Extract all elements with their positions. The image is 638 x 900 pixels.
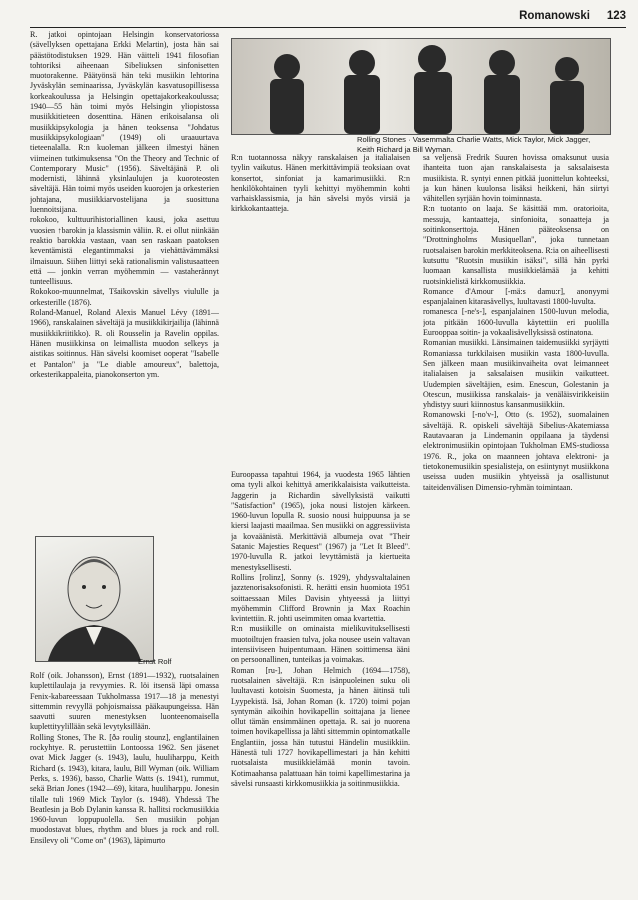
column-1-bottom bbox=[30, 671, 219, 896]
entry-romanian-musiikki: Romanian musiikki. Länsimainen taidemusiikki syrjäytti Romaniassa turkkilaisen musiikin vasta 1800-luvulla. Sen jälkeen maan musiikinvaiheita ovat leimanneet italialaisen ja saksalaisen musiikin vaikutteet. Uudempien säveltäjien, esim. Enescun, Golestanin ja Otescun, musiikissa ranskalais- ja venäläisvirikkeisiin yhdistyy suuri kiinnostus kansanmusiikkiin. bbox=[423, 338, 609, 410]
column-1-top bbox=[30, 30, 219, 535]
entry-rokokoo: rokokoo, kulttuurihistoriallinen kausi, joka asettuu vuosien ↑barokin ja klassismin väliin. R. ei ollut niinkään reaktio barokkia vastaan, vaan sen raskaan paatoksen keventämistä elegantimmaksi ja viehättävämmäksi ilmaisuun. Siihen liittyi sekä rationalismin valistusaatteen että — jonkin verran myöhemmin — vastaherännyt tunteellisuus. bbox=[30, 215, 219, 287]
entry-roman-cont: sa veljensä Fredrik Suuren hovissa omaksunut uusia ihanteita tuon ajan ranskalaisesta ja saksalaisesta musiikista. R. syntyi ennen pitkää juonittelun kohteeksi, ja kun hänen kuulonsa lisäksi heikkeni, hän siirtyi vähitellen syrjään hovin toiminnasta. bbox=[423, 153, 609, 204]
page-number: 123 bbox=[606, 10, 626, 22]
column-2 bbox=[231, 470, 410, 896]
entry-rollins-cont: R:n musiikille on ominaista mielikuvituksellisesti muotoiltujen fraasien tulva, joka nousee usein valtavan intensiiviseen huipentumaan. Hänen soittimensa ääni on persoonallinen, tunteikas ja voimakas. bbox=[231, 624, 410, 665]
portrait-illustration bbox=[36, 537, 153, 661]
page-header bbox=[30, 6, 626, 28]
entry-roman-works: R:n tuotanto on laaja. Se käsittää mm. oratorioita, messuja, kantaatteja, sinfonioita, sonaatteja ja soitinkonserttoja. Hänen pääteoksensa on "Drottningholms Musiquellan", joka tunnetaan ruotsalaisen barokin merkkiteoksena. R:ia on aiheellisesti kutsuttu "Ruotsin musiikin isäksi", sillä hän pyrki luomaan kansallista musiikkielämää ja kehitti ruotsinkielistä kirkkomusiikkia. bbox=[423, 204, 609, 286]
entry-text: R. jatkoi opintojaan Helsingin konservatoriossa (sävellyksen opettajana Erkki Melartin), josta hän sai päästötodistuksen 1929. Hän väitteli 1941 filosofian tohtoriksi aiheenaan Sibeliuksen sinfonisetten muotorakenne. Päätyönsä hän teki musiikin lehtorina Jyväskylän seminaarissa, Jyväskylän kasvatusopillisessa korkeakoulussa ja Helsingin opettajakorkeakoulussa; 1940—55 hän toimi myös Helsingin yliopistossa musiikkitieteen dosenttina. Hänen erikoisalansa oli musiikkipsykologia ja hänen teoksensa "Johdatus musiikkipsykologiaan" (1949) oli uraauurtava tieteenalalla. R:n kuoleman jälkeen ilmestyi hänen viimeinen tutkimuksensa "On the Theory and Technic of Contemporary Music" (1956). Säveltäjänä P. oli modernisti, lähinnä yksinlaulujen ja kuoroteosten säveltäjä. Hän toimi myös useiden kuorojen ja orkesterien johtajana, musiikkiarvostelijana ja suosittuna luennoitsijana. bbox=[30, 30, 219, 215]
running-head: Romanowski bbox=[519, 10, 590, 22]
entry-rolling-stones-cont: Euroopassa tapahtui 1964, ja vuodesta 1965 lähtien oma tyyli alkoi kehittyä amerikkalaisista vaikutteista. Jaggerin ja Richardin sävellyksistä vaikutti "Satisfaction" (1965), joka nousi listojen kärkeen. 1960-luvun lopulla R. suosio nousi huippuunsa ja se kiersi laajasti maailmaa. Sen musiikki on aggressiivista ja kovaäänistä. Merkittäviä albumeja ovat "Their Satanic Majesties Request" (1967) ja "Let It Bleed". 1970-luvulla R. jatkoi levyttämistä ja kiertueita menestyksellisesti. bbox=[231, 470, 410, 572]
column-2-top bbox=[231, 153, 410, 469]
entry-romanesca: romanesca [-ne's-], espanjalainen 1500-luvun melodia, jota pitkään 1600-luvulla käytettiin eri puolilla Eurooppaa soitin- ja vokaalisävellyksissä ostinatona. bbox=[423, 307, 609, 338]
entry-romance-damour: Romance d'Amour [-mä:s damu:r], anonyymi espanjalainen kitarasävellys, luultavasti 1800-luvulta. bbox=[423, 286, 609, 307]
entry-roman: Roman [ru-], Johan Helmich (1694—1758), ruotsalainen säveltäjä. R:n isänpuoleinen suku oli luultavasti kotoisin Suomesta, ja hänen äitinsä tuli Lyypekistä. Isä, Johan Roman (k. 1720) toimi pojan syntymän aikoihin hovikapellin soittajana ja lienee ollut tämän ensimmäinen opettaja. R. sai jo nuorena toimen hovikapellissa ja lähti sittemmin opintomatkalle Englantiin, jossa hän tutustui Händelin musiikkiin. Hänestä tuli 1727 hovikapellimestari ja hän kehitti ruotsalaista musiikkielämää monin tavoin. Kotimaahansa palattuaan hän toimi kapellimestarina ja sävelsi runsaasti kirkkomusiikkia ja soitinmusiikkia. bbox=[231, 665, 410, 788]
entry-rokokoo-muunnelmat: Rokokoo-muunnelmat, Tšaikovskin sävellys viululle ja orkesterille (1876). bbox=[30, 287, 219, 307]
entry-romanowski: Romanowski [-no'v-], Otto (s. 1952), suomalainen säveltäjä. R. opiskeli säveltäjä Sibelius-Akatemiassa Rautavaaran ja Lindemanin oppilaana ja täydensi elektronimusiikin opintojaan Tukholman EMS-studiossa 1976. R., joka on maanneen johtava elektroni- ja tietokonemusiikin spesialisteja, on esiintynyt musiikkona useissa uuden musiikin yhtyeissä ja osallistunut taiteidenvälisen Dimensio-ryhmän toimintaan. bbox=[423, 410, 609, 492]
entry-roland-manuel: Roland-Manuel, Roland Alexis Manuel Lévy (1891—1966), ranskalainen säveltäjä ja musiikkikirjailija (lähinnä musiikkikriitikko). R. oli Rousselin ja Ravelin oppilas. Hänen musiikkinsa on leimallista muodon selkeys ja aistikas soitinnus. Hän sävelsi koomiset ooperat "Isabelle et Pantalon" ja "Le diable amoureux", balettoja, orkesterikappaleita, pianokonserton ym. bbox=[30, 308, 219, 379]
entry-continuation: R:n tuotannossa näkyy ranskalaisen ja italialaisen tyylin vaikutus. Hänen merkittävimpiä teoksiaan ovat konsertot, sinfoniat ja kamarimusiikki. R:n henkilökohtainen tyyli kehittyi myöhemmin kohti varhaisklassismia, ja hän sävelsi myös virsiä ja kirkkokantaatteja. bbox=[231, 153, 410, 214]
entry-rolf: Rolf (oik. Johansson), Ernst (1891—1932), ruotsalainen kuplettilaulaja ja revyymies. R. löi itsensä läpi omassa Fenix-kabareessaan Tukholmassa 1917—18 ja menestyi sittemmin revyyllä pohjoismaissa pääkaupungeissa. Hän saavutti suuren menestyksen luonteenomaisella kuplettityylillään sekä levytyksillään. bbox=[30, 671, 219, 732]
caption-rolling-stones: Rolling Stones · Vasemmalta Charlie Watts, Mick Taylor, Mick Jagger, Keith Richard ja Bill Wyman. bbox=[357, 135, 591, 154]
caption-rolf: Ernst Rolf bbox=[138, 657, 172, 666]
photo-rolling-stones bbox=[231, 38, 611, 135]
band-illustration bbox=[232, 39, 610, 134]
entry-rolling-stones: Rolling Stones, The R. [ðə rouliŋ stounz], englantilainen rockyhtye. R. perustettiin Lontoossa 1962. Sen jäsenet ovat Mick Jagger (s. 1943), laulu, huuliharppu, Keith Richard (s. 1943), kitara, laulu, Bill Wyman (oik. William Perks, s. 1936), basso, Charlie Watts (s. 1941), rummut, sekä Brian Jones (1942—69), kitara, huuliharppu. Jonesin tilalle tuli 1969 Mick Taylor (s. 1948). Yhdessä The Beatlesin ja Bob Dylanin kanssa R. hallitsi rockmusiikkia 1960-luvun loppupuolella. Sen musiikin pohjan muodostavat blues, rhythm and blues ja rock and roll. Ensilevy oli "Come on" (1963), läpimurto bbox=[30, 732, 219, 845]
photo-ernst-rolf bbox=[35, 536, 154, 662]
header-rule bbox=[30, 27, 626, 28]
entry-rollins: Rollins [rolinz], Sonny (s. 1929), yhdysvaltalainen jazztenorisaksofonisti. R. herätti ensin huomiota 1951 soittaessaan Miles Davisin yhtyeessä ja liittyi myöhemmin Clifford Brownin ja Max Roachin kvintettiin. R. johti useimmiten omaa kvartettia. bbox=[231, 572, 410, 624]
column-3 bbox=[423, 153, 609, 896]
